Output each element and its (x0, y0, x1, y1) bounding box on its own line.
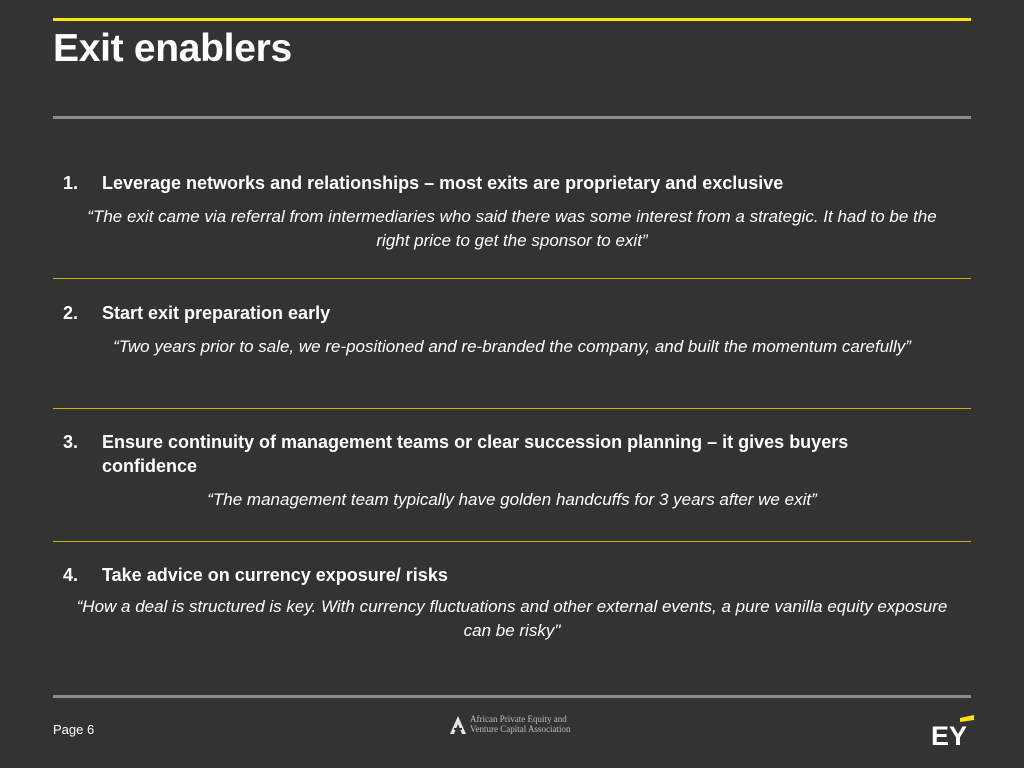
enabler-number: 4. (63, 565, 79, 585)
section-divider (53, 408, 971, 409)
enabler-heading (53, 430, 971, 478)
page-title: Exit enablers (53, 27, 292, 70)
enabler-number: 1. (63, 173, 79, 193)
ey-logo-text: EY (931, 721, 968, 748)
enabler-quote: “How a deal is structured is key. With currency fluctuations and other external events, a pure vanilla equity exposure can be risky" (76, 597, 948, 640)
ey-logo-icon (930, 714, 974, 748)
avca-logo-line2: Venture Capital Association (470, 724, 571, 734)
enabler-item-1 (53, 171, 971, 253)
section-divider (53, 278, 971, 279)
enabler-quote: “Two years prior to sale, we re-positioned and re-branded the company, and built the momentum carefully” (113, 337, 911, 356)
avca-logo-icon (449, 715, 467, 735)
avca-logo (449, 714, 589, 738)
enabler-heading (53, 171, 971, 195)
footer-divider (53, 695, 971, 698)
section-divider (53, 541, 971, 542)
enabler-quote: “The management team typically have golden handcuffs for 3 years after we exit” (207, 490, 817, 509)
enabler-heading-text: Take advice on currency exposure/ risks (102, 565, 448, 585)
avca-logo-line1: African Private Equity and (470, 714, 567, 724)
enabler-heading-text: Leverage networks and relationships – most exits are proprietary and exclusive (102, 173, 784, 193)
enabler-heading (53, 563, 971, 587)
enabler-quote: “The exit came via referral from intermediaries who said there was some interest from a strategic. It had to be the right price to get the sponsor to exit” (87, 207, 937, 250)
enabler-heading (53, 301, 971, 325)
enabler-item-3 (53, 430, 971, 512)
top-accent-bar (53, 18, 971, 21)
enabler-number: 3. (63, 432, 79, 452)
enabler-heading-text: Ensure continuity of management teams or clear succession planning – it gives buyers confidence (102, 432, 849, 476)
enabler-item-2 (53, 301, 971, 359)
avca-logo-text (470, 714, 570, 734)
title-divider (53, 116, 971, 119)
enabler-number: 2. (63, 303, 79, 323)
page-number: Page 6 (53, 722, 95, 737)
enabler-item-4 (53, 563, 971, 643)
enabler-heading-text: Start exit preparation early (102, 303, 331, 323)
